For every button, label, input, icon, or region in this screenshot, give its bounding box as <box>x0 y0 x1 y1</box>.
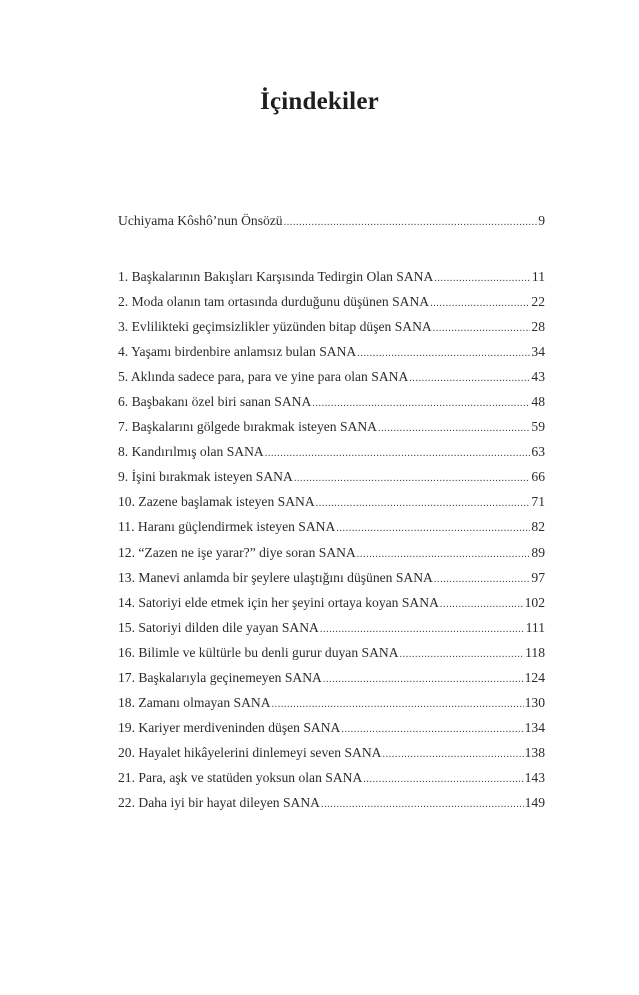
toc-entry-title: 4. Yaşamı birdenbire anlamsız bulan SANA <box>118 344 357 360</box>
dot-leader <box>312 398 530 409</box>
toc-entry-title: 2. Moda olanın tam ortasında durduğunu düşünen SANA <box>118 294 430 310</box>
toc-entry-title: 11. Haranı güçlendirmek isteyen SANA <box>118 519 336 535</box>
toc-entry[interactable] <box>118 770 545 795</box>
toc-entry-title: 16. Bilimle ve kültürle bu denli gurur duyan SANA <box>118 644 399 660</box>
dot-leader <box>265 448 531 459</box>
toc-entry-page-number: 9 <box>538 213 545 228</box>
toc-preface-section <box>118 213 545 238</box>
toc-entry-page-number: 11 <box>531 269 545 284</box>
toc-entry[interactable] <box>118 595 545 620</box>
toc-entry[interactable] <box>118 795 545 820</box>
toc-entry-page-number: 124 <box>524 669 545 685</box>
toc-entry-preface[interactable] <box>118 213 545 238</box>
dot-leader <box>357 348 530 359</box>
dot-leader <box>341 724 523 735</box>
toc-entry-page-number: 89 <box>531 544 545 560</box>
toc-entry[interactable] <box>118 369 545 394</box>
toc-entry-title: Uchiyama Kôshô’nun Önsözü <box>118 213 283 228</box>
toc-entry-page-number: 28 <box>531 319 545 335</box>
dot-leader <box>321 799 524 810</box>
toc-entry[interactable] <box>118 419 545 444</box>
toc-entry-page-number: 130 <box>524 694 545 710</box>
toc-entry-title: 8. Kandırılmış olan SANA <box>118 444 264 460</box>
toc-entry-page-number: 149 <box>524 794 545 810</box>
toc-entry[interactable] <box>118 645 545 670</box>
toc-entry-page-number: 118 <box>525 644 545 660</box>
toc-entry[interactable] <box>118 319 545 344</box>
toc-entry-title: 15. Satoriyi dilden dile yayan SANA <box>118 619 319 635</box>
toc-entry-page-number: 48 <box>531 394 545 410</box>
dot-leader <box>378 423 530 434</box>
toc-entry-title: 17. Başkalarıyla geçinemeyen SANA <box>118 669 322 685</box>
dot-leader <box>320 624 525 635</box>
toc-entry[interactable] <box>118 670 545 695</box>
toc-entry[interactable] <box>118 570 545 595</box>
dot-leader <box>383 749 524 760</box>
toc-entry-page-number: 134 <box>524 719 545 735</box>
toc-entry-title: 14. Satoriyi elde etmek için her şeyini ortaya koyan SANA <box>118 594 439 610</box>
toc-entry-page-number: 34 <box>531 344 545 360</box>
dot-leader <box>357 549 531 560</box>
page-title: İçindekiler <box>260 88 379 115</box>
toc-entry-page-number: 59 <box>531 419 545 435</box>
toc-entry-page-number: 143 <box>524 769 545 785</box>
toc-entry-title: 9. İşini bırakmak isteyen SANA <box>118 469 293 485</box>
toc-entry-page-number: 138 <box>524 744 545 760</box>
toc-entry-title: 5. Aklında sadece para, para ve yine para olan SANA <box>118 369 409 385</box>
toc-entry-title: 7. Başkalarını gölgede bırakmak isteyen SANA <box>118 419 377 435</box>
toc-entry[interactable] <box>118 344 545 369</box>
dot-leader <box>363 774 523 785</box>
toc-entry-page-number: 63 <box>531 444 545 460</box>
dot-leader <box>336 523 530 534</box>
toc-entry-title: 20. Hayalet hikâyelerini dinlemeyi seven SANA <box>118 744 382 760</box>
toc-entry-title: 1. Başkalarının Bakışları Karşısında Tedirgin Olan SANA <box>118 269 434 284</box>
dot-leader <box>440 599 524 610</box>
toc-entry[interactable] <box>118 519 545 544</box>
toc-entry-page-number: 43 <box>531 369 545 385</box>
toc-entry-title: 19. Kariyer merdiveninden düşen SANA <box>118 719 341 735</box>
toc-entry[interactable] <box>118 269 545 294</box>
toc-chapter-list <box>118 269 545 820</box>
toc-entry-title: 13. Manevi anlamda bir şeylere ulaştığını düşünen SANA <box>118 569 433 585</box>
dot-leader <box>316 498 531 509</box>
toc-entry-page-number: 22 <box>531 294 545 310</box>
toc-entry-title: 22. Daha iyi bir hayat dileyen SANA <box>118 794 320 810</box>
toc-entry[interactable] <box>118 469 545 494</box>
toc-entry-title: 12. “Zazen ne işe yarar?” diye soran SANA <box>118 544 356 560</box>
toc-entry-title: 21. Para, aşk ve statüden yoksun olan SANA <box>118 769 363 785</box>
dot-leader <box>430 298 530 309</box>
toc-entry[interactable] <box>118 620 545 645</box>
toc-entry-page-number: 82 <box>531 519 545 535</box>
toc-entry-page-number: 102 <box>524 594 545 610</box>
toc-entry-title: 18. Zamanı olmayan SANA <box>118 694 271 710</box>
toc-entry-page-number: 97 <box>531 569 545 585</box>
toc-entry[interactable] <box>118 494 545 519</box>
toc-entry-page-number: 71 <box>531 494 545 510</box>
dot-leader <box>272 699 524 710</box>
toc-entry[interactable] <box>118 545 545 570</box>
toc-entry-title: 6. Başbakanı özel biri sanan SANA <box>118 394 312 410</box>
dot-leader <box>434 574 531 585</box>
toc-entry[interactable] <box>118 394 545 419</box>
dot-leader <box>434 273 531 284</box>
toc-entry-title: 10. Zazene başlamak isteyen SANA <box>118 494 315 510</box>
dot-leader <box>294 473 531 484</box>
dot-leader <box>400 649 525 660</box>
toc-entry[interactable] <box>118 720 545 745</box>
toc-entry[interactable] <box>118 294 545 319</box>
dot-leader <box>284 217 538 228</box>
dot-leader <box>433 323 531 334</box>
toc-entry[interactable] <box>118 695 545 720</box>
dot-leader <box>323 674 524 685</box>
toc-entry-title: 3. Evlilikteki geçimsizlikler yüzünden bitap düşen SANA <box>118 319 432 335</box>
toc-entry-page-number: 66 <box>531 469 545 485</box>
dot-leader <box>409 373 530 384</box>
toc-entry[interactable] <box>118 745 545 770</box>
toc-entry[interactable] <box>118 444 545 469</box>
toc-entry-page-number: 111 <box>525 619 545 635</box>
